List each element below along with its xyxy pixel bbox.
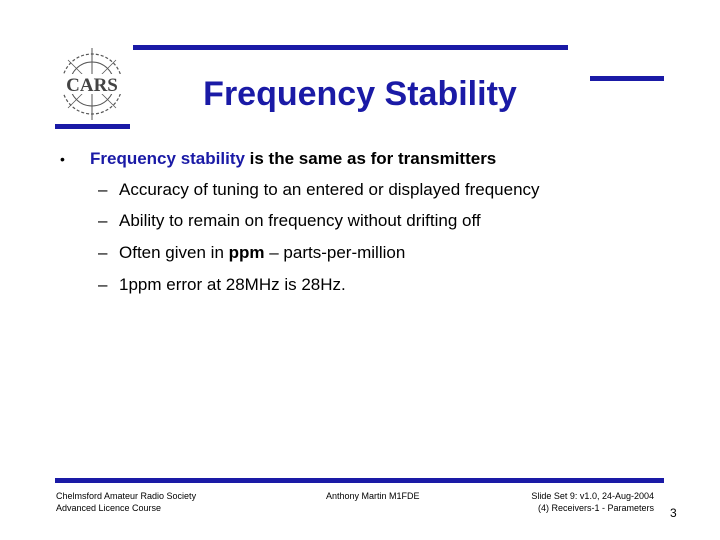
main-bullet-accent: Frequency stability (90, 149, 245, 168)
sub-bullet: – Ability to remain on frequency without drifting off (98, 211, 481, 230)
sub-bullet: – Accuracy of tuning to an entered or displayed frequency (98, 180, 540, 199)
sub-bullet-text: Ability to remain on frequency without drifting off (119, 211, 481, 230)
right-divider-bar (590, 76, 664, 81)
footer-right (480, 490, 654, 514)
main-bullet-rest: is the same as for transmitters (244, 149, 497, 168)
logo-text: CARS (66, 75, 118, 96)
main-bullet (90, 148, 496, 170)
sub-bullet: – Often given in ppm – parts-per-million (98, 243, 406, 262)
footer-author: Anthony Martin M1FDE (326, 491, 420, 501)
page-number: 3 (670, 506, 677, 520)
footer-slide-set: Slide Set 9: v1.0, 24-Aug-2004 (531, 491, 654, 501)
sub-bullet: – 1ppm error at 28MHz is 28Hz. (98, 275, 346, 294)
footer-section: (4) Receivers-1 - Parameters (537, 503, 654, 513)
cars-logo-icon (54, 44, 130, 126)
footer-org: Chelmsford Amateur Radio Society (56, 491, 197, 501)
footer-course: Advanced Licence Course (56, 503, 162, 513)
footer-divider-bar (55, 478, 664, 483)
top-divider-bar (133, 45, 568, 50)
sub-bullet-text: 1ppm error at 28MHz is 28Hz. (119, 275, 346, 294)
bullet-dot: • (60, 151, 65, 167)
sub-bullet-pre: Often given in (119, 243, 229, 262)
sub-bullet-bold: ppm (228, 243, 265, 262)
footer-left (56, 490, 196, 514)
sub-bullet-text: Accuracy of tuning to an entered or displayed frequency (119, 180, 540, 199)
slide-title: Frequency Stability (203, 75, 517, 113)
sub-bullet-post: – parts-per-million (264, 243, 406, 262)
